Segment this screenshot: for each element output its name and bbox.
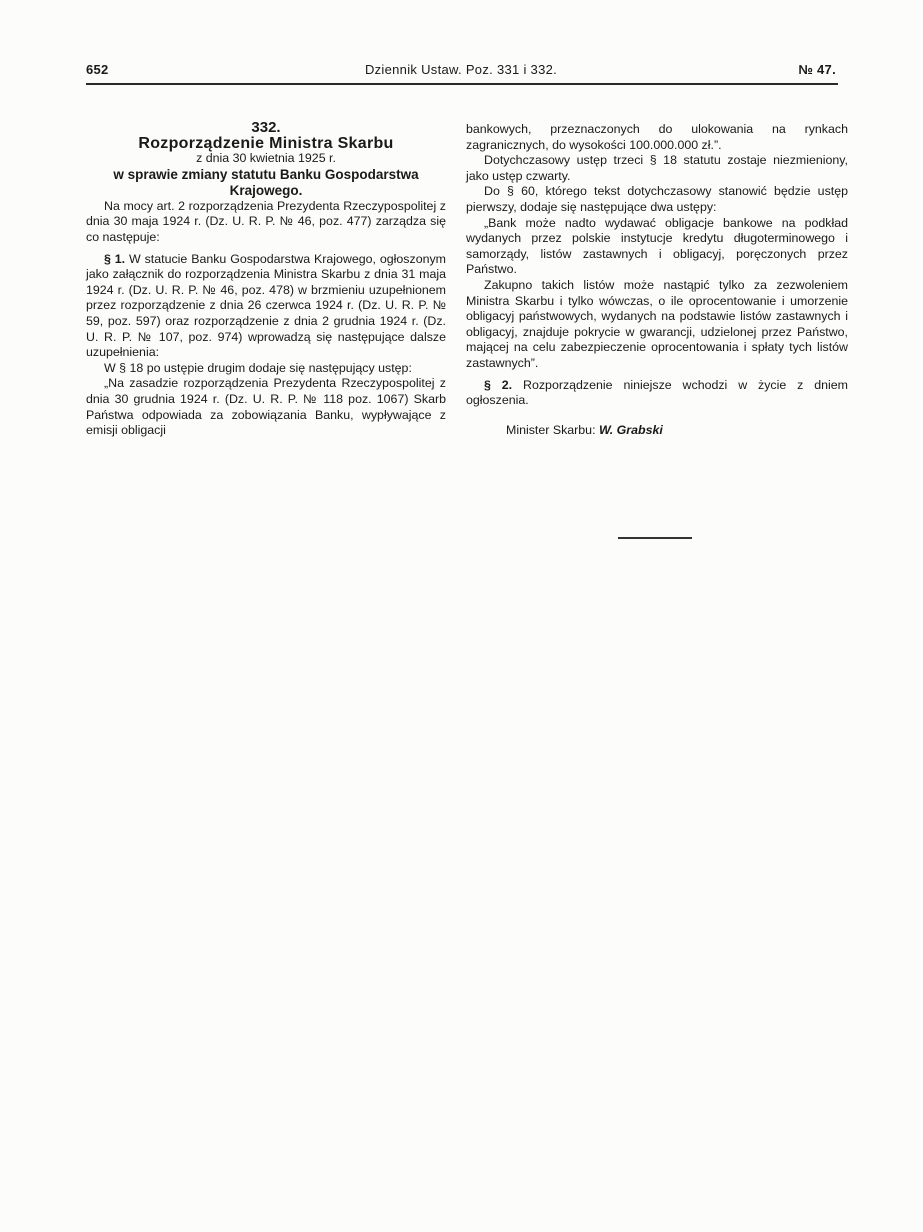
signature-name: W. Grabski xyxy=(598,422,663,437)
end-rule xyxy=(618,537,692,539)
section-1-label: § 1. xyxy=(104,251,126,266)
signature xyxy=(466,423,848,439)
section-1-text: W statucie Banku Gospodarstwa Krajowego, ogłoszonym jako załącznik do rozporządzenia Ministra Skarbu z dnia 31 maja 1924 r. (Dz. U. R. P. № 46, poz. 478) w brzmieniu uzupełnionem przez rozporządzenie z dnia 26 czerwca 1924 r. (Dz. U. R. P. № 59, poz. 597) oraz rozporządzenie z dnia 2 grudnia 1924 r. (Dz. U. R. P. № 107, poz. 974) wprowadzą się następujące dalsze uzupełnienia: xyxy=(86,251,446,360)
paragraph-18: W § 18 po ustępie drugim dodaje się następujący ustęp: xyxy=(104,360,412,375)
journal-title: Dziennik Ustaw. Poz. 331 i 332. xyxy=(364,62,558,77)
section-2-text: Rozporządzenie niniejsze wchodzi w życie z dniem ogłoszenia. xyxy=(466,377,848,408)
page-number: 652 xyxy=(86,62,109,77)
right-column xyxy=(466,122,848,438)
left-column xyxy=(86,120,446,439)
section-2-paragraph xyxy=(466,378,848,409)
issue-number: № 47. xyxy=(798,62,836,77)
quote-end: bankowych, przeznaczonych do ulokowania na rynkach zagranicznych, do wysokości 100.000.000 zł.”. xyxy=(466,122,848,152)
quote-purchase: Zakupno takich listów może nastąpić tylko za zezwoleniem Ministra Skarbu i tylko wówczas, o ile oprocentowanie i umorzenie obligacyj państwowych, wydanych na podstawie listów zastawnych i obligacyj, znajduje pokrycie w gwarancji, udzielonej przez Państwo, mającej na celu zabezpieczenie oprocentowania i spłaty tych listów zastawnych”. xyxy=(466,277,848,370)
signature-label: Minister Skarbu: xyxy=(506,422,596,437)
header-rule xyxy=(86,83,838,85)
paragraph-60: Do § 60, którego tekst dotychczasowy stanowić będzie ustęp pierwszy, dodaje się następujące dwa ustępy: xyxy=(466,184,848,214)
act-subject: w sprawie zmiany statutu Banku Gospodarstwa Krajowego. xyxy=(113,166,419,198)
act-date: z dnia 30 kwietnia 1925 r. xyxy=(196,151,336,166)
quote-start: „Na zasadzie rozporządzenia Prezydenta Rzeczypospolitej z dnia 30 grudnia 1924 r. (Dz. U. R. P. № 118 poz. 1067) Skarb Państwa odpowiada za zobowiązania Banku, wypływające z emisji obligacji xyxy=(86,376,446,438)
section-1-paragraph xyxy=(86,252,446,361)
quote-bank: „Bank może nadto wydawać obligacje bankowe na podkład wydanych przez polskie instytucje kredytu długoterminowego i samorządy, listów zastawnych i obligacyj, poręczonych przez Państwo. xyxy=(466,215,848,277)
act-title: Rozporządzenie Ministra Skarbu xyxy=(138,134,394,152)
act-number: 332. xyxy=(251,119,281,136)
intro-paragraph: Na mocy art. 2 rozporządzenia Prezydenta Rzeczypospolitej z dnia 30 maja 1924 r. (Dz. U. R. P. № 46, poz. 477) zarządza się co następuje: xyxy=(86,198,446,244)
page-header xyxy=(86,62,836,80)
section-2-label: § 2. xyxy=(484,377,513,392)
paragraph-third: Dotychczasowy ustęp trzeci § 18 statutu zostaje niezmieniony, jako ustęp czwarty. xyxy=(466,153,848,183)
